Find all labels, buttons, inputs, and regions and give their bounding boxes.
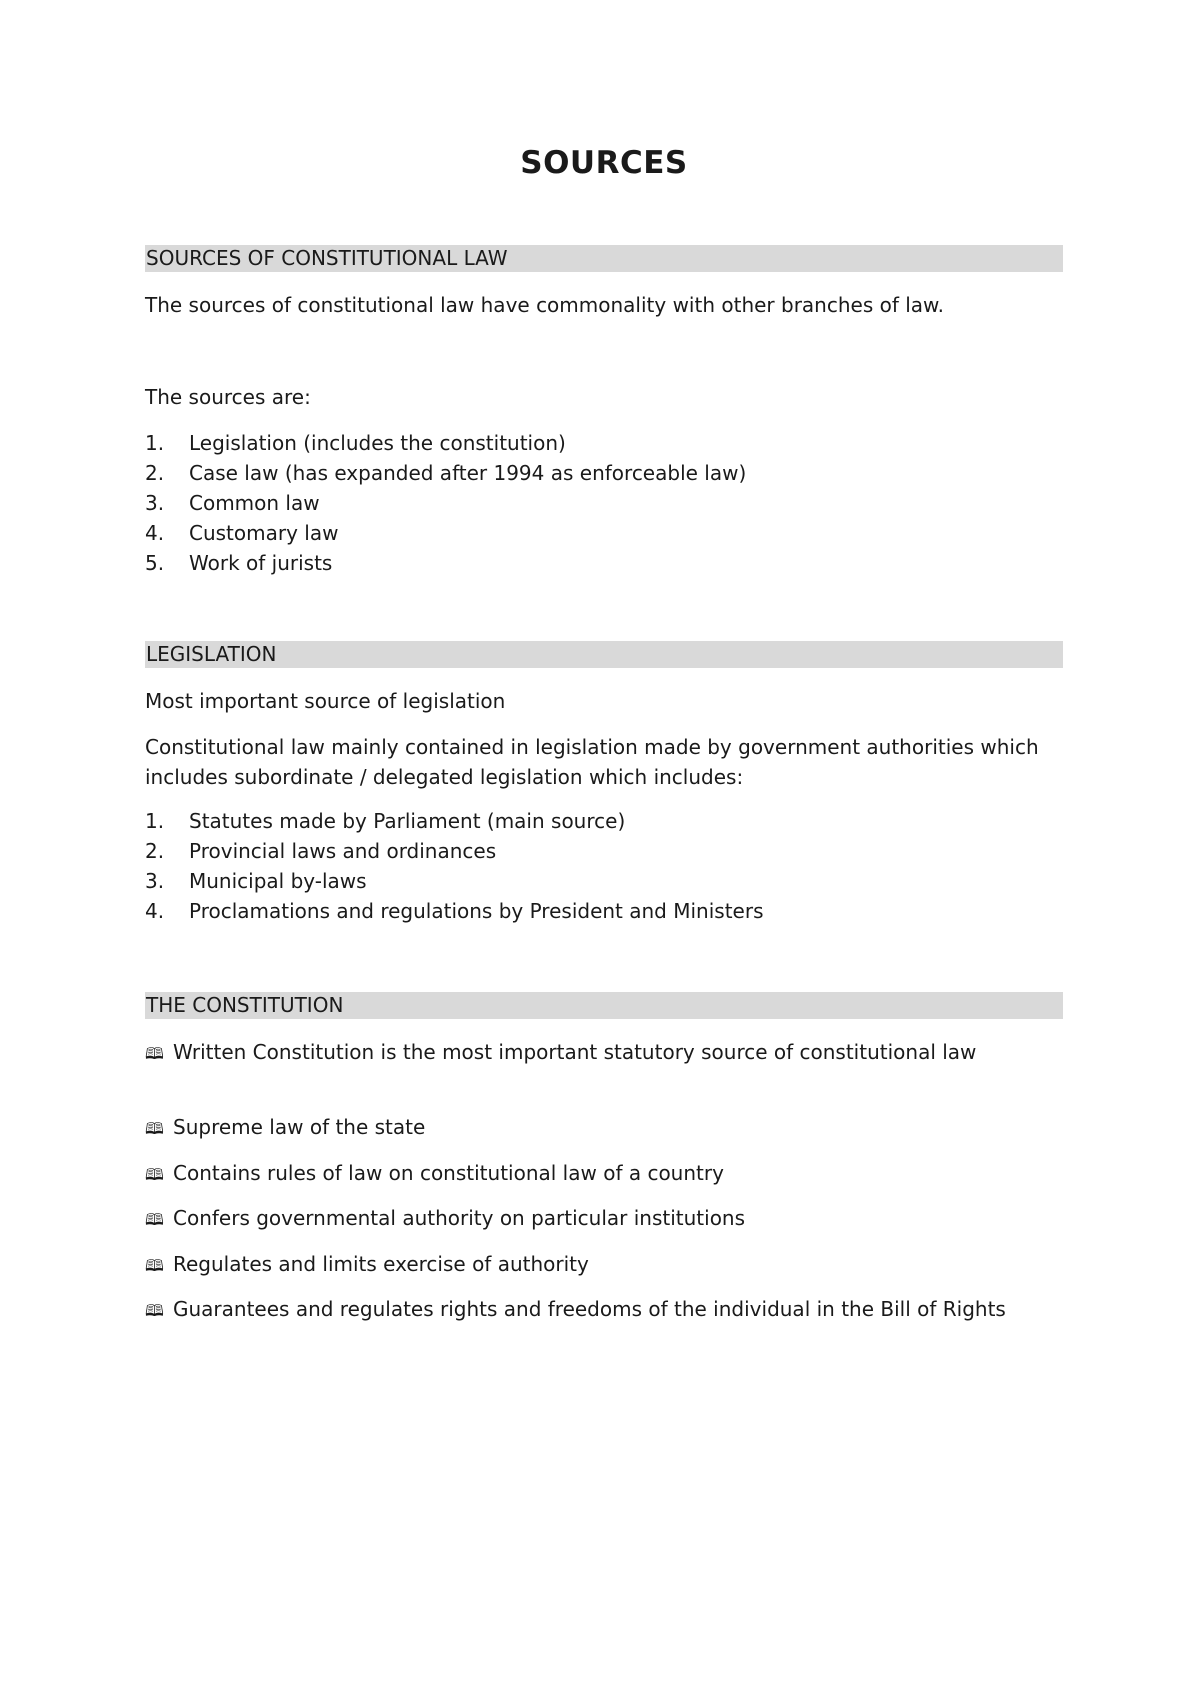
book-icon: 🕮	[145, 1119, 164, 1138]
bullet-item	[145, 1294, 1063, 1326]
list-item	[145, 458, 1063, 488]
bullet-item	[145, 1112, 1063, 1144]
bullet-text: Written Constitution is the most important statutory source of constitutional law	[173, 1040, 977, 1064]
bullet-text: Supreme law of the state	[173, 1115, 426, 1139]
book-icon: 🕮	[145, 1165, 164, 1184]
book-icon: 🕮	[145, 1256, 164, 1275]
list-item	[145, 548, 1063, 578]
legislation-list	[145, 806, 1063, 926]
list-item	[145, 488, 1063, 518]
list-number: 4.	[145, 521, 165, 545]
paragraph-sources-are: The sources are:	[145, 385, 311, 409]
list-item	[145, 866, 1063, 896]
list-item	[145, 896, 1063, 926]
bullet-text: Confers governmental authority on particular institutions	[173, 1206, 746, 1230]
paragraph-intro: The sources of constitutional law have commonality with other branches of law.	[145, 293, 944, 317]
bullet-item	[145, 1158, 1063, 1190]
list-text: Work of jurists	[189, 551, 333, 575]
sources-list	[145, 428, 1063, 578]
section-heading-legislation: LEGISLATION	[145, 641, 1063, 668]
book-icon: 🕮	[145, 1044, 164, 1063]
list-text: Provincial laws and ordinances	[189, 839, 497, 863]
list-number: 3.	[145, 869, 165, 893]
list-item	[145, 836, 1063, 866]
list-text: Municipal by-laws	[189, 869, 367, 893]
list-number: 2.	[145, 461, 165, 485]
list-text: Statutes made by Parliament (main source)	[189, 809, 626, 833]
section-heading-constitution: THE CONSTITUTION	[145, 992, 1063, 1019]
list-number: 1.	[145, 431, 165, 455]
list-number: 1.	[145, 809, 165, 833]
document-title: SOURCES	[520, 145, 688, 181]
bullet-text: Contains rules of law on constitutional law of a country	[173, 1161, 724, 1185]
list-item	[145, 806, 1063, 836]
bullet-text: Guarantees and regulates rights and freedoms of the individual in the Bill of Rights	[173, 1297, 1006, 1321]
list-item	[145, 518, 1063, 548]
list-item	[145, 428, 1063, 458]
list-text: Common law	[189, 491, 320, 515]
bullet-item	[145, 1037, 1063, 1069]
paragraph-constitutional-law: Constitutional law mainly contained in legislation made by government authorities which includes subordinate / delegated legislation which includes:	[145, 735, 1039, 789]
list-number: 3.	[145, 491, 165, 515]
list-number: 4.	[145, 899, 165, 923]
list-text: Customary law	[189, 521, 339, 545]
list-text: Proclamations and regulations by President and Ministers	[189, 899, 764, 923]
paragraph-most-important: Most important source of legislation	[145, 689, 506, 713]
list-number: 5.	[145, 551, 165, 575]
book-icon: 🕮	[145, 1210, 164, 1229]
bullet-item	[145, 1249, 1063, 1281]
list-text: Legislation (includes the constitution)	[189, 431, 566, 455]
list-text: Case law (has expanded after 1994 as enforceable law)	[189, 461, 747, 485]
bullet-item	[145, 1203, 1063, 1235]
section-heading-sources: SOURCES OF CONSTITUTIONAL LAW	[145, 245, 1063, 272]
list-number: 2.	[145, 839, 165, 863]
bullet-text: Regulates and limits exercise of authority	[173, 1252, 589, 1276]
book-icon: 🕮	[145, 1301, 164, 1320]
